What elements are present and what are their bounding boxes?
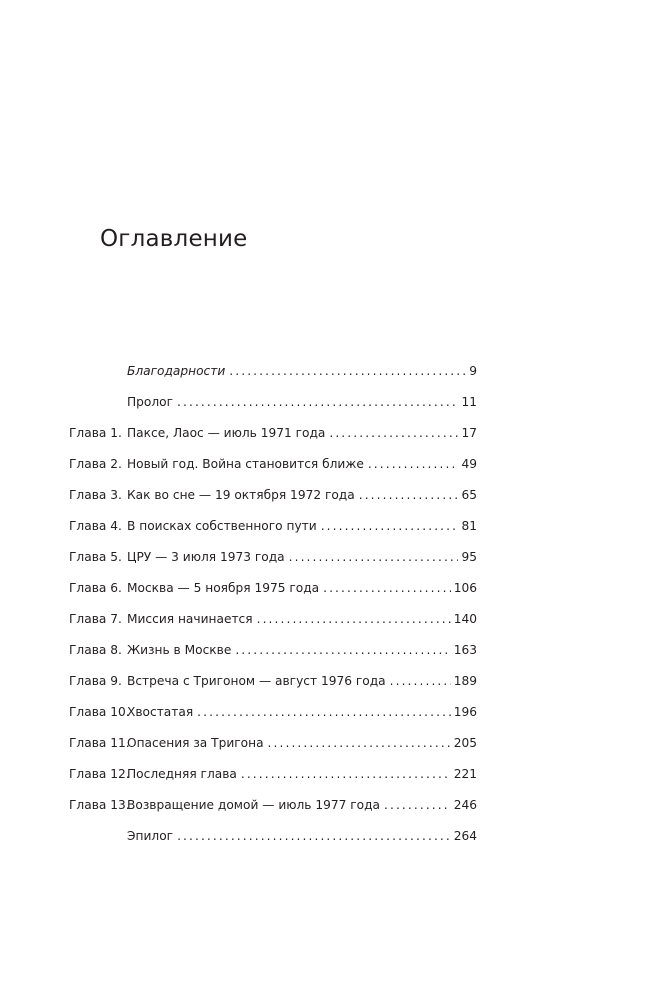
- chapter-label: Глава 2.: [69, 456, 122, 471]
- toc-entry: [69, 758, 477, 789]
- page-number: 9: [469, 363, 477, 378]
- chapter-title: Как во сне — 19 октября 1972 года: [127, 487, 355, 502]
- page-number: 140: [453, 611, 477, 626]
- dot-leader: [323, 580, 451, 596]
- chapter-label: Глава 1.: [69, 425, 122, 440]
- chapter-title: Благодарности: [127, 363, 226, 378]
- chapter-label: Глава 10.: [69, 704, 130, 719]
- page-title: Оглавление: [100, 226, 248, 252]
- chapter-title: ЦРУ — 3 июля 1973 года: [127, 549, 285, 564]
- toc-entry: [69, 479, 477, 510]
- toc-entry-line: [127, 456, 477, 472]
- toc-entry-line: [127, 549, 477, 565]
- toc-entry-line: [127, 828, 477, 844]
- chapter-label: Глава 12.: [69, 766, 130, 781]
- toc-entry: [69, 789, 477, 820]
- page-number: 196: [453, 704, 477, 719]
- page-number: 246: [453, 797, 477, 812]
- dot-leader: [359, 487, 459, 503]
- toc-entry: [69, 820, 477, 851]
- page-number: 264: [453, 828, 477, 843]
- toc-entry-line: [127, 642, 477, 658]
- toc-entry-line: [127, 611, 477, 627]
- toc-entry-line: [127, 487, 477, 503]
- chapter-label: Глава 7.: [69, 611, 122, 626]
- dot-leader: [177, 394, 458, 410]
- dot-leader: [229, 363, 466, 379]
- page-number: 49: [461, 456, 477, 471]
- chapter-label: Глава 4.: [69, 518, 122, 533]
- chapter-title: Возвращение домой — июль 1977 года: [127, 797, 380, 812]
- page-number: 17: [461, 425, 477, 440]
- toc-entry: [69, 417, 477, 448]
- chapter-label: Глава 11.: [69, 735, 130, 750]
- chapter-title: Москва — 5 ноября 1975 года: [127, 580, 320, 595]
- dot-leader: [241, 766, 451, 782]
- toc-entry-line: [127, 580, 477, 596]
- toc-entry: [69, 572, 477, 603]
- chapter-title: Пролог: [127, 394, 174, 409]
- toc-entry-line: [127, 394, 477, 410]
- chapter-label: Глава 9.: [69, 673, 122, 688]
- dot-leader: [268, 735, 451, 751]
- chapter-title: Эпилог: [127, 828, 174, 843]
- chapter-title: Паксе, Лаос — июль 1971 года: [127, 425, 326, 440]
- toc-entry: [69, 541, 477, 572]
- page-number: 65: [461, 487, 477, 502]
- toc-entry: [69, 634, 477, 665]
- toc-entry-line: [127, 363, 477, 379]
- toc-entry-line: [127, 735, 477, 751]
- dot-leader: [289, 549, 459, 565]
- chapter-title: Опасения за Тригона: [127, 735, 264, 750]
- toc-entry: [69, 696, 477, 727]
- page-number: 11: [461, 394, 477, 409]
- dot-leader: [384, 797, 451, 813]
- dot-leader: [329, 425, 458, 441]
- toc-entry-line: [127, 766, 477, 782]
- chapter-label: Глава 8.: [69, 642, 122, 657]
- page-number: 81: [461, 518, 477, 533]
- dot-leader: [235, 642, 450, 658]
- page-number: 205: [453, 735, 477, 750]
- page-number: 163: [453, 642, 477, 657]
- chapter-title: Новый год. Война становится ближе: [127, 456, 364, 471]
- dot-leader: [197, 704, 451, 720]
- chapter-title: Миссия начинается: [127, 611, 253, 626]
- page-number: 221: [453, 766, 477, 781]
- toc-entry: [69, 448, 477, 479]
- toc-entry: [69, 386, 477, 417]
- page-number: 189: [453, 673, 477, 688]
- toc-entry-line: [127, 704, 477, 720]
- dot-leader: [177, 828, 451, 844]
- table-of-contents: [69, 355, 477, 851]
- chapter-label: Глава 13.: [69, 797, 130, 812]
- toc-entry: [69, 510, 477, 541]
- page-number: 95: [461, 549, 477, 564]
- chapter-title: Встреча с Тригоном — август 1976 года: [127, 673, 386, 688]
- chapter-title: Хвостатая: [127, 704, 194, 719]
- toc-entry: [69, 603, 477, 634]
- toc-entry-line: [127, 425, 477, 441]
- chapter-title: Жизнь в Москве: [127, 642, 232, 657]
- dot-leader: [390, 673, 451, 689]
- toc-entry: [69, 665, 477, 696]
- dot-leader: [368, 456, 459, 472]
- toc-entry: [69, 727, 477, 758]
- chapter-label: Глава 6.: [69, 580, 122, 595]
- chapter-label: Глава 5.: [69, 549, 122, 564]
- chapter-title: В поисках собственного пути: [127, 518, 317, 533]
- toc-entry: [69, 355, 477, 386]
- chapter-label: Глава 3.: [69, 487, 122, 502]
- dot-leader: [257, 611, 451, 627]
- toc-entry-line: [127, 673, 477, 689]
- page-number: 106: [453, 580, 477, 595]
- toc-entry-line: [127, 518, 477, 534]
- toc-entry-line: [127, 797, 477, 813]
- chapter-title: Последняя глава: [127, 766, 237, 781]
- dot-leader: [321, 518, 459, 534]
